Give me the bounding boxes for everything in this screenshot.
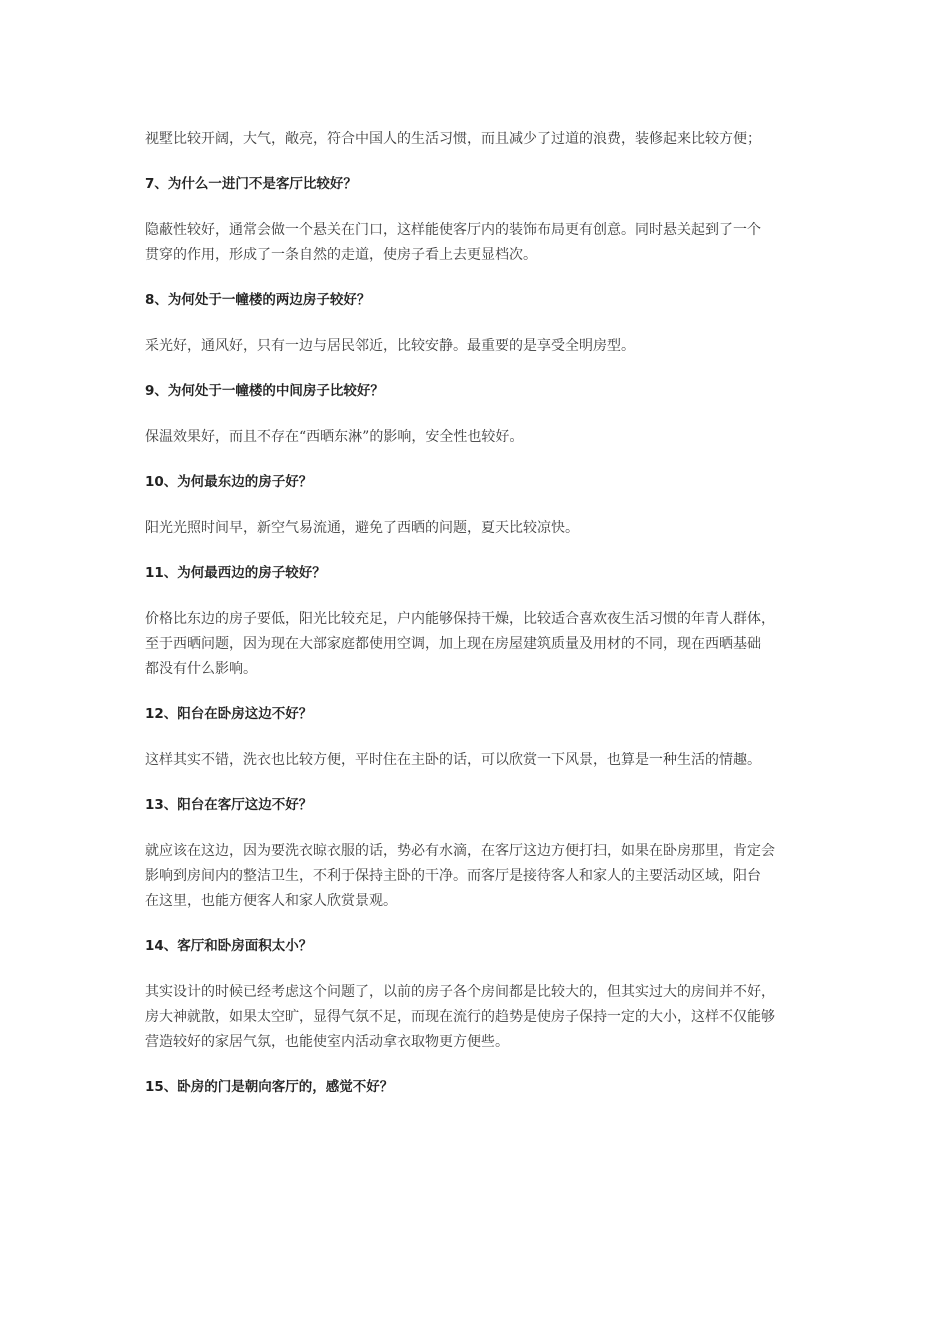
answer-8: 采光好，通风好，只有一边与居民邻近，比较安静。最重要的是享受全明房型。	[145, 338, 635, 354]
answer-7: 隐蔽性较好，通常会做一个悬关在门口，这样能使客厅内的装饰布局更有创意。同时悬关起到了一个 贯穿的作用，形成了一条自然的走道，使房子看上去更显档次。	[145, 222, 761, 263]
question-heading-11: 11、为何最西边的房子较好？	[145, 565, 326, 581]
question-heading-9: 9、为何处于一幢楼的中间房子比较好？	[145, 383, 384, 399]
answer-10: 阳光光照时间早，新空气易流通，避免了西晒的问题，夏天比较凉快。	[145, 520, 579, 536]
answer-11: 价格比东边的房子要低，阳光比较充足，户内能够保持干燥，比较适合喜欢夜生活习惯的年青人群体， 至于西晒问题，因为现在大部家庭都使用空调，加上现在房屋建筑质量及用材的不同，现在西晒基础 都没有什么影响。	[145, 611, 775, 677]
question-heading-14: 14、客厅和卧房面积太小？	[145, 938, 313, 954]
answer-14: 其实设计的时候已经考虑这个问题了，以前的房子各个房间都是比较大的，但其实过大的房间并不好， 房大神就散，如果太空旷，显得气氛不足，而现在流行的趋势是使房子保持一定的大小，这样不仅能够 营造较好的家居气氛，也能使室内活动拿衣取物更方便些。	[145, 984, 775, 1050]
answer-12: 这样其实不错，洗衣也比较方便，平时住在主卧的话，可以欣赏一下风景，也算是一种生活的情趣。	[145, 752, 761, 768]
question-heading-12: 12、阳台在卧房这边不好？	[145, 706, 313, 722]
question-heading-13: 13、阳台在客厅这边不好？	[145, 797, 313, 813]
question-heading-15: 15、卧房的门是朝向客厅的，感觉不好？	[145, 1079, 394, 1095]
answer-13: 就应该在这边，因为要洗衣晾衣服的话，势必有水滴，在客厅这边方便打扫，如果在卧房那里，肯定会 影响到房间内的整洁卫生，不利于保持主卧的干净。而客厅是接待客人和家人的主要活动区域，阳台 在这里，也能方便客人和家人欣赏景观。	[145, 843, 775, 909]
question-heading-8: 8、为何处于一幢楼的两边房子较好？	[145, 292, 371, 308]
document-body	[145, 127, 810, 1097]
question-heading-7: 7、为什么一进门不是客厅比较好？	[145, 176, 357, 192]
answer-9: 保温效果好，而且不存在“西晒东淋”的影响，安全性也较好。	[145, 429, 524, 445]
paragraph: 视墅比较开阔，大气，敞亮，符合中国人的生活习惯，而且减少了过道的浪费，装修起来比较方便；	[145, 131, 761, 147]
question-heading-10: 10、为何最东边的房子好？	[145, 474, 313, 490]
